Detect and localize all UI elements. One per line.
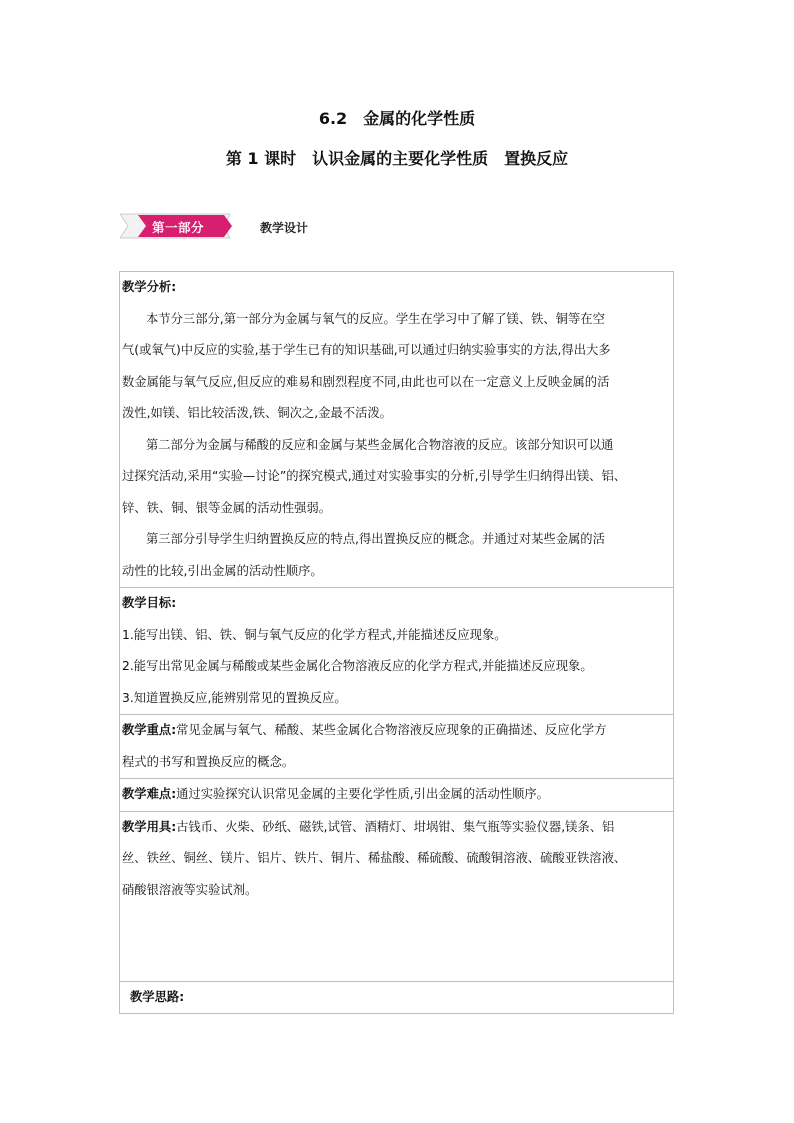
tools-text-cont: 丝、铁丝、铜丝、镁片、铝片、铁片、铜片、稀盐酸、稀硫酸、硫酸铜溶液、硫酸亚铁溶液、: [122, 851, 627, 865]
key-points-heading: 教学重点:: [122, 723, 177, 737]
key-points-row: [120, 715, 674, 779]
section-label: 教学设计: [260, 221, 309, 235]
difficulty-text: 通过实验探究认识常见金属的主要化学性质,引出金属的活动性顺序。: [176, 787, 549, 801]
analysis-heading: 教学分析:: [122, 280, 177, 294]
thinking-heading: 教学思路:: [130, 990, 185, 1004]
analysis-line: 第三部分引导学生归纳置换反应的特点,得出置换反应的概念。并通过对某些金属的活: [146, 532, 605, 546]
goals-heading: 教学目标:: [122, 596, 177, 610]
goals-row: [120, 588, 674, 715]
lesson-plan-table: [119, 271, 674, 1014]
analysis-line: 本节分三部分,第一部分为金属与氧气的反应。学生在学习中了解了镁、铁、铜等在空: [146, 311, 605, 326]
tools-text: 古钱币、火柴、砂纸、磁铁,试管、酒精灯、坩埚钳、集气瓶等实验仪器,镁条、铝: [176, 819, 615, 834]
key-points-text: 常见金属与氧气、稀酸、某些金属化合物溶液反应现象的正确描述、反应化学方: [176, 723, 607, 737]
lesson-title: 6.2 金属的化学性质: [318, 109, 476, 128]
section-tag: 第一部分: [152, 220, 205, 235]
analysis-line: 泼性,如镁、铝比较活泼,铁、铜次之,金最不活泼。: [122, 406, 392, 420]
tools-text-cont: 硝酸银溶液等实验试剂。: [122, 882, 258, 897]
thinking-row: [120, 982, 674, 1014]
section-banner: [120, 211, 470, 241]
difficulty-row: [120, 779, 674, 812]
goal-item: 2.能写出常见金属与稀酸或某些金属化合物溶液反应的化学方程式,并能描述反应现象。: [122, 659, 593, 673]
lesson-subtitle: 第 1 课时 认识金属的主要化学性质 置换反应: [225, 149, 569, 168]
goal-item: 3.知道置换反应,能辨别常见的置换反应。: [122, 690, 347, 705]
analysis-line: 数金属能与氧气反应,但反应的难易和剧烈程度不同,由此也可以在一定意义上反映金属的活: [122, 374, 610, 389]
analysis-line: 锌、铁、铜、银等金属的活动性强弱。: [122, 500, 332, 515]
goal-item: 1.能写出镁、铝、铁、铜与氧气反应的化学方程式,并能描述反应现象。: [122, 627, 507, 642]
difficulty-heading: 教学难点:: [122, 787, 177, 801]
key-points-text-cont: 程式的书写和置换反应的概念。: [122, 754, 295, 769]
tools-row: [120, 811, 674, 982]
analysis-line: 动性的比较,引出金属的活动性顺序。: [122, 563, 323, 578]
analysis-line: 第二部分为金属与稀酸的反应和金属与某些金属化合物溶液的反应。该部分知识可以通: [146, 437, 614, 452]
tools-heading: 教学用具:: [122, 819, 177, 834]
analysis-row: [120, 272, 674, 588]
analysis-line: 过探究活动,采用“实验—讨论”的探究模式,通过对实验事实的分析,引导学生归纳得出镁、铝、: [122, 469, 627, 483]
analysis-line: 气(或氧气)中反应的实验,基于学生已有的知识基础,可以通过归纳实验事实的方法,得出大多: [122, 343, 611, 357]
